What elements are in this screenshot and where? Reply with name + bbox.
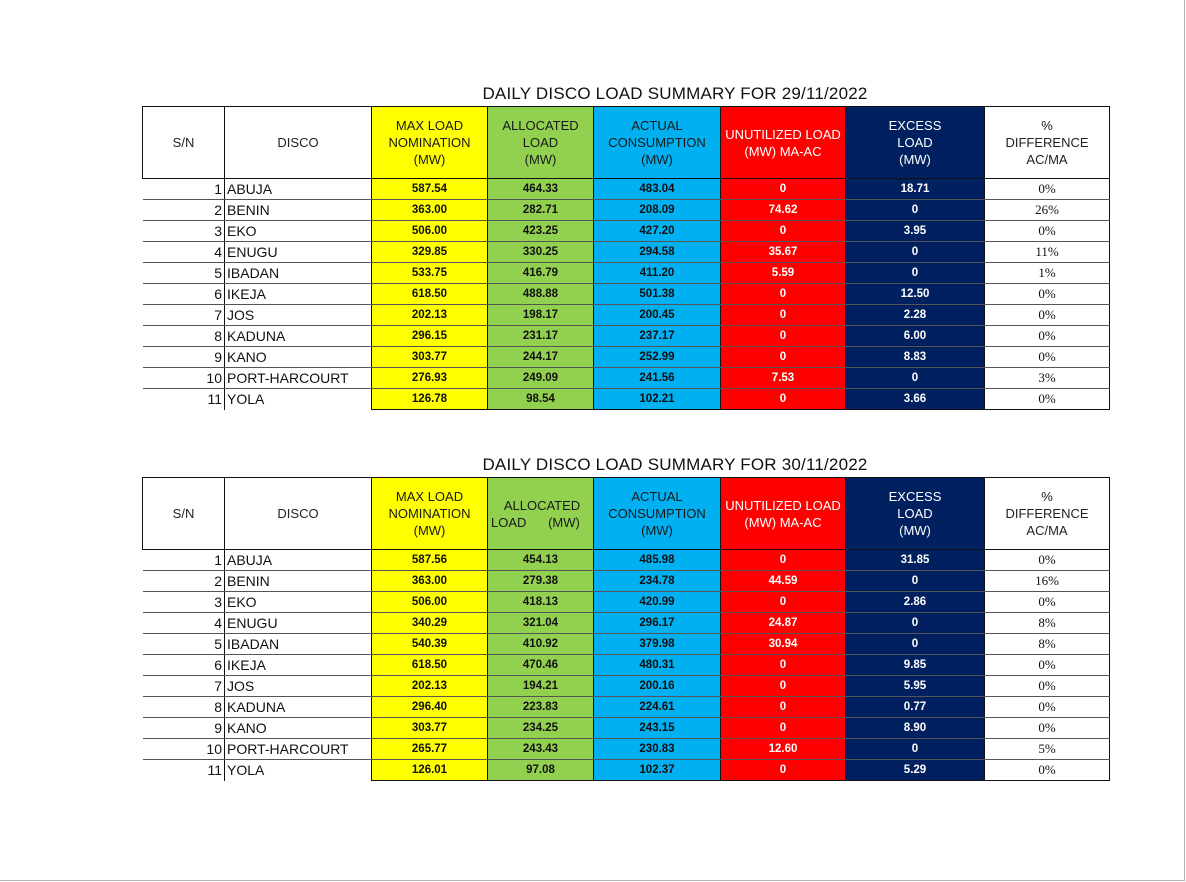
table-row: [143, 242, 1110, 263]
cell-unutilized: 0: [721, 305, 846, 326]
row-sn: 1: [143, 550, 225, 571]
row-disco: JOS: [225, 305, 372, 326]
cell-actual: 427.20: [594, 221, 721, 242]
cell-pct-difference: 16%: [985, 571, 1110, 592]
table2-title: DAILY DISCO LOAD SUMMARY FOR 30/11/2022: [482, 455, 868, 474]
row-sn: 1: [143, 179, 225, 200]
cell-excess: 9.85: [846, 655, 985, 676]
cell-allocated: 470.46: [488, 655, 594, 676]
cell-pct-difference: 8%: [985, 613, 1110, 634]
cell-unutilized: 0: [721, 347, 846, 368]
table-row: [143, 571, 1110, 592]
row-sn: 9: [143, 347, 225, 368]
header-excess: EXCESS LOAD (MW): [846, 478, 985, 550]
cell-excess: 0: [846, 263, 985, 284]
cell-pct-difference: 0%: [985, 676, 1110, 697]
cell-pct-difference: 0%: [985, 389, 1110, 410]
row-sn: 11: [143, 760, 225, 781]
row-sn: 9: [143, 718, 225, 739]
cell-excess: 0: [846, 200, 985, 221]
cell-actual: 243.15: [594, 718, 721, 739]
table2-header-row: [143, 478, 1110, 550]
cell-pct-difference: 0%: [985, 550, 1110, 571]
row-disco: PORT-HARCOURT: [225, 739, 372, 760]
table-row: [143, 613, 1110, 634]
cell-max-load: 363.00: [372, 571, 488, 592]
table-row: [143, 284, 1110, 305]
row-sn: 10: [143, 739, 225, 760]
row-disco: IKEJA: [225, 284, 372, 305]
cell-unutilized: 0: [721, 179, 846, 200]
cell-pct-difference: 8%: [985, 634, 1110, 655]
cell-unutilized: 7.53: [721, 368, 846, 389]
row-sn: 8: [143, 697, 225, 718]
cell-actual: 200.16: [594, 676, 721, 697]
cell-unutilized: 0: [721, 221, 846, 242]
table-row: [143, 676, 1110, 697]
cell-excess: 0: [846, 613, 985, 634]
table1: [142, 106, 1109, 410]
row-disco: ENUGU: [225, 613, 372, 634]
cell-max-load: 506.00: [372, 221, 488, 242]
cell-allocated: 223.83: [488, 697, 594, 718]
cell-actual: 234.78: [594, 571, 721, 592]
row-sn: 7: [143, 676, 225, 697]
cell-allocated: 98.54: [488, 389, 594, 410]
cell-unutilized: 0: [721, 592, 846, 613]
cell-allocated: 231.17: [488, 326, 594, 347]
table-row: [143, 655, 1110, 676]
cell-max-load: 340.29: [372, 613, 488, 634]
cell-unutilized: 0: [721, 718, 846, 739]
header-allocated: ALLOCATED LOAD (MW): [488, 107, 594, 179]
cell-pct-difference: 0%: [985, 592, 1110, 613]
cell-pct-difference: 0%: [985, 305, 1110, 326]
table1-body: [143, 179, 1110, 410]
header-max-load: MAX LOAD NOMINATION (MW): [372, 107, 488, 179]
row-sn: 5: [143, 263, 225, 284]
cell-pct-difference: 5%: [985, 739, 1110, 760]
row-sn: 6: [143, 655, 225, 676]
cell-pct-difference: 11%: [985, 242, 1110, 263]
cell-max-load: 587.54: [372, 179, 488, 200]
row-disco: BENIN: [225, 571, 372, 592]
cell-excess: 0: [846, 739, 985, 760]
table-row: [143, 697, 1110, 718]
cell-allocated: 418.13: [488, 592, 594, 613]
cell-allocated: 249.09: [488, 368, 594, 389]
cell-max-load: 618.50: [372, 284, 488, 305]
table-row: [143, 326, 1110, 347]
cell-allocated: 194.21: [488, 676, 594, 697]
table-row: [143, 634, 1110, 655]
cell-pct-difference: 3%: [985, 368, 1110, 389]
header-allocated: ALLOCATED LOAD (MW): [488, 478, 594, 550]
header-sn: S/N: [143, 478, 225, 550]
cell-excess: 2.86: [846, 592, 985, 613]
cell-actual: 483.04: [594, 179, 721, 200]
cell-excess: 0.77: [846, 697, 985, 718]
cell-max-load: 296.40: [372, 697, 488, 718]
cell-actual: 200.45: [594, 305, 721, 326]
cell-allocated: 321.04: [488, 613, 594, 634]
cell-excess: 0: [846, 571, 985, 592]
cell-pct-difference: 0%: [985, 655, 1110, 676]
cell-pct-difference: 1%: [985, 263, 1110, 284]
cell-excess: 5.29: [846, 760, 985, 781]
cell-unutilized: 24.87: [721, 613, 846, 634]
cell-allocated: 234.25: [488, 718, 594, 739]
cell-max-load: 126.01: [372, 760, 488, 781]
cell-actual: 224.61: [594, 697, 721, 718]
cell-max-load: 506.00: [372, 592, 488, 613]
header-actual: ACTUAL CONSUMPTION (MW): [594, 107, 721, 179]
cell-excess: 3.66: [846, 389, 985, 410]
cell-actual: 230.83: [594, 739, 721, 760]
table1-header-row: [143, 107, 1110, 179]
header-disco: DISCO: [225, 478, 372, 550]
row-disco: YOLA: [227, 391, 265, 408]
cell-unutilized: 0: [721, 697, 846, 718]
cell-actual: 480.31: [594, 655, 721, 676]
cell-max-load: 303.77: [372, 347, 488, 368]
header-pct-difference: % DIFFERENCE AC/MA: [985, 478, 1110, 550]
cell-allocated: 243.43: [488, 739, 594, 760]
cell-actual: 420.99: [594, 592, 721, 613]
cell-excess: 8.83: [846, 347, 985, 368]
cell-pct-difference: 0%: [985, 347, 1110, 368]
row-disco: EKO: [225, 221, 372, 242]
cell-actual: 208.09: [594, 200, 721, 221]
cell-excess: 5.95: [846, 676, 985, 697]
cell-unutilized: 12.60: [721, 739, 846, 760]
row-sn: 5: [143, 634, 225, 655]
cell-excess: 0: [846, 368, 985, 389]
table-row: [143, 739, 1110, 760]
cell-max-load: 126.78: [372, 389, 488, 410]
row-disco: IBADAN: [225, 634, 372, 655]
table-row: [143, 263, 1110, 284]
cell-actual: 237.17: [594, 326, 721, 347]
row-sn: 7: [143, 305, 225, 326]
cell-excess: 6.00: [846, 326, 985, 347]
table-row: [143, 592, 1110, 613]
row-sn: 4: [143, 613, 225, 634]
cell-actual: 102.21: [594, 389, 721, 410]
cell-max-load: 303.77: [372, 718, 488, 739]
cell-actual: 411.20: [594, 263, 721, 284]
row-sn: 2: [143, 571, 225, 592]
load-summary-table-2: [142, 477, 1110, 781]
cell-allocated: 282.71: [488, 200, 594, 221]
cell-allocated: 488.88: [488, 284, 594, 305]
table-row: [143, 389, 1110, 410]
cell-actual: 102.37: [594, 760, 721, 781]
cell-max-load: 587.56: [372, 550, 488, 571]
table-row: [143, 347, 1110, 368]
cell-actual: 379.98: [594, 634, 721, 655]
table1-title: DAILY DISCO LOAD SUMMARY FOR 29/11/2022: [482, 84, 868, 103]
table-row: [143, 200, 1110, 221]
row-disco: IBADAN: [225, 263, 372, 284]
header-unutilized: UNUTILIZED LOAD (MW) MA-AC: [721, 478, 846, 550]
cell-allocated: 97.08: [488, 760, 594, 781]
cell-max-load: 265.77: [372, 739, 488, 760]
cell-unutilized: 0: [721, 676, 846, 697]
cell-unutilized: 0: [721, 326, 846, 347]
cell-pct-difference: 0%: [985, 326, 1110, 347]
cell-unutilized: 0: [721, 655, 846, 676]
cell-pct-difference: 0%: [985, 718, 1110, 739]
cell-excess: 2.28: [846, 305, 985, 326]
header-pct-difference: % DIFFERENCE AC/MA: [985, 107, 1110, 179]
row-disco: BENIN: [225, 200, 372, 221]
cell-max-load: 329.85: [372, 242, 488, 263]
cell-unutilized: 0: [721, 389, 846, 410]
cell-pct-difference: 0%: [985, 697, 1110, 718]
cell-unutilized: 0: [721, 284, 846, 305]
cell-pct-difference: 0%: [985, 760, 1110, 781]
cell-allocated: 416.79: [488, 263, 594, 284]
cell-excess: 18.71: [846, 179, 985, 200]
cell-unutilized: 0: [721, 760, 846, 781]
row-disco: ABUJA: [225, 550, 372, 571]
cell-actual: 501.38: [594, 284, 721, 305]
cell-excess: 0: [846, 634, 985, 655]
row-disco: YOLA: [227, 762, 265, 779]
cell-max-load: 276.93: [372, 368, 488, 389]
cell-excess: 0: [846, 242, 985, 263]
table2: [142, 477, 1109, 781]
cell-unutilized: 0: [721, 550, 846, 571]
cell-pct-difference: 26%: [985, 200, 1110, 221]
cell-allocated: 330.25: [488, 242, 594, 263]
cell-actual: 485.98: [594, 550, 721, 571]
row-disco: EKO: [225, 592, 372, 613]
load-summary-table-1: [142, 106, 1110, 410]
header-excess: EXCESS LOAD (MW): [846, 107, 985, 179]
cell-max-load: 533.75: [372, 263, 488, 284]
header-actual: ACTUAL CONSUMPTION (MW): [594, 478, 721, 550]
cell-actual: 252.99: [594, 347, 721, 368]
table-row: [143, 718, 1110, 739]
row-sn: 4: [143, 242, 225, 263]
row-sn: 8: [143, 326, 225, 347]
cell-unutilized: 44.59: [721, 571, 846, 592]
cell-pct-difference: 0%: [985, 221, 1110, 242]
row-disco: JOS: [225, 676, 372, 697]
table-row: [143, 368, 1110, 389]
cell-excess: 12.50: [846, 284, 985, 305]
cell-unutilized: 5.59: [721, 263, 846, 284]
cell-unutilized: 30.94: [721, 634, 846, 655]
header-disco: DISCO: [225, 107, 372, 179]
row-disco: IKEJA: [225, 655, 372, 676]
row-sn: 6: [143, 284, 225, 305]
cell-allocated: 279.38: [488, 571, 594, 592]
cell-excess: 8.90: [846, 718, 985, 739]
row-disco: ENUGU: [225, 242, 372, 263]
cell-unutilized: 35.67: [721, 242, 846, 263]
row-sn: 10: [143, 368, 225, 389]
cell-max-load: 296.15: [372, 326, 488, 347]
cell-actual: 294.58: [594, 242, 721, 263]
cell-unutilized: 74.62: [721, 200, 846, 221]
cell-max-load: 618.50: [372, 655, 488, 676]
cell-max-load: 363.00: [372, 200, 488, 221]
table2-body: [143, 550, 1110, 781]
cell-max-load: 202.13: [372, 676, 488, 697]
cell-pct-difference: 0%: [985, 284, 1110, 305]
cell-max-load: 540.39: [372, 634, 488, 655]
row-sn: 2: [143, 200, 225, 221]
cell-actual: 241.56: [594, 368, 721, 389]
row-disco: ABUJA: [225, 179, 372, 200]
header-unutilized: UNUTILIZED LOAD (MW) MA-AC: [721, 107, 846, 179]
table-row: [143, 760, 1110, 781]
cell-pct-difference: 0%: [985, 179, 1110, 200]
row-sn: 11: [143, 389, 225, 410]
header-sn: S/N: [143, 107, 225, 179]
row-sn: 3: [143, 592, 225, 613]
cell-allocated: 423.25: [488, 221, 594, 242]
row-sn: 3: [143, 221, 225, 242]
cell-allocated: 410.92: [488, 634, 594, 655]
cell-allocated: 454.13: [488, 550, 594, 571]
row-disco: KADUNA: [225, 326, 372, 347]
table-row: [143, 305, 1110, 326]
cell-allocated: 464.33: [488, 179, 594, 200]
row-disco: PORT-HARCOURT: [225, 368, 372, 389]
cell-max-load: 202.13: [372, 305, 488, 326]
table-row: [143, 550, 1110, 571]
table-row: [143, 221, 1110, 242]
cell-allocated: 244.17: [488, 347, 594, 368]
cell-excess: 31.85: [846, 550, 985, 571]
row-disco: KANO: [225, 718, 372, 739]
row-disco: KANO: [225, 347, 372, 368]
cell-allocated: 198.17: [488, 305, 594, 326]
cell-excess: 3.95: [846, 221, 985, 242]
header-max-load: MAX LOAD NOMINATION (MW): [372, 478, 488, 550]
row-disco: KADUNA: [225, 697, 372, 718]
cell-actual: 296.17: [594, 613, 721, 634]
table-row: [143, 179, 1110, 200]
